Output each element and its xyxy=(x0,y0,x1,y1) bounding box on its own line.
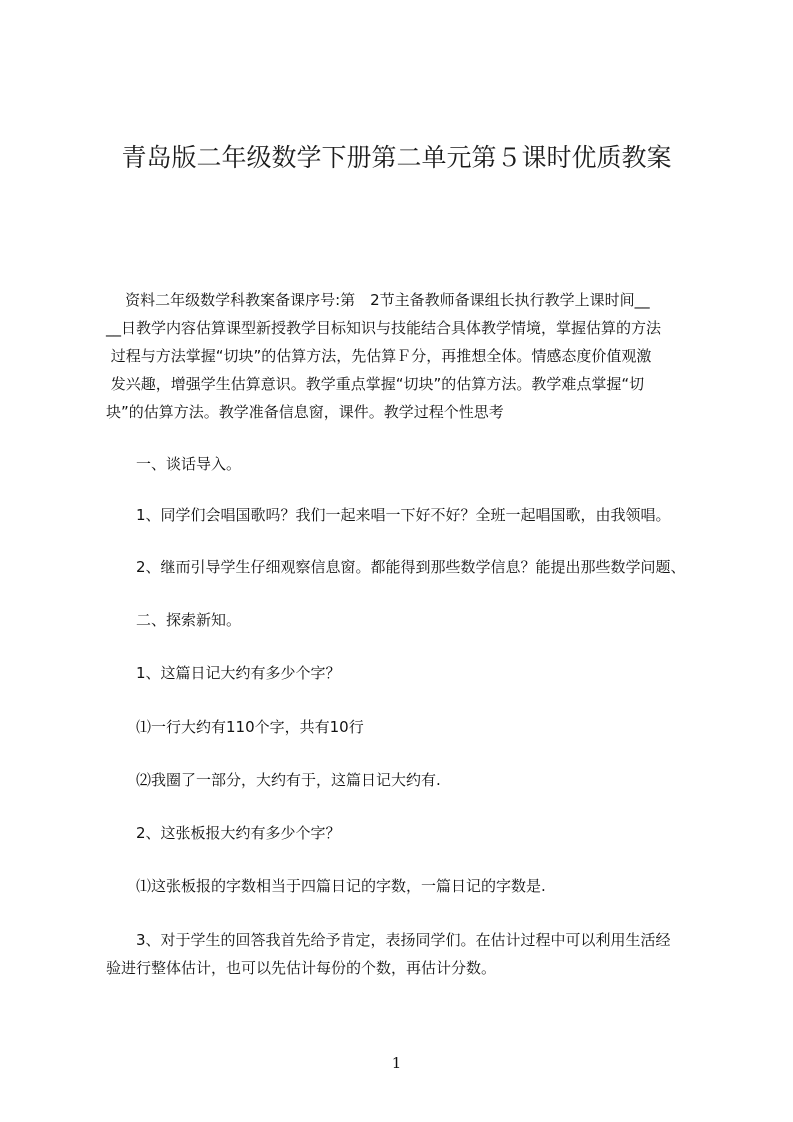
intro-line: 发兴趣，增强学生估算意识。教学重点掌握“切块”的估算方法。教学难点掌握“切 xyxy=(106,375,645,393)
page-number: 1 xyxy=(391,1054,402,1072)
page-title: 青岛版二年级数学下册第二单元第５课时优质教案 xyxy=(121,143,672,172)
intro-line: __日教学内容估算课型新授教学目标知识与技能结合具体教学情境，掌握估算的方法 xyxy=(106,319,662,337)
body-line: 1、同学们会唱国歌吗？我们一起来唱一下好不好？全班一起唱国歌，由我领唱。 xyxy=(136,506,671,524)
body-line: 2、这张板报大约有多少个字？ xyxy=(136,824,341,842)
section-heading-intro: 一、谈话导入。 xyxy=(136,455,242,473)
body-line: 1、这篇日记大约有多少个字？ xyxy=(136,664,341,682)
section-heading-explore: 二、探索新知。 xyxy=(136,611,242,629)
body-line: 3、对于学生的回答我首先给予肯定，表扬同学们。在估计过程中可以利用生活经 xyxy=(136,931,671,949)
body-line: ⑴这张板报的字数相当于四篇日记的字数，一篇日记的字数是. xyxy=(136,877,546,895)
intro-line: 资料二年级数学科教案备课序号:第 2节主备教师备课组长执行教学上课时间__ xyxy=(106,291,650,309)
intro-paragraph xyxy=(106,286,706,426)
body-line: ⑴一行大约有110个字，共有10行 xyxy=(136,718,364,736)
body-line: 验进行整体估计，也可以先估计每份的个数，再估计分数。 xyxy=(106,959,497,977)
body-line: 2、继而引导学生仔细观察信息窗。都能得到那些数学信息？能提出那些数学问题、 xyxy=(136,558,686,576)
body-line: ⑵我圈了一部分，大约有于，这篇日记大约有. xyxy=(136,771,441,789)
intro-line: 过程与方法掌握“切块”的估算方法，先估算Ｆ分，再推想全体。情感态度价值观激 xyxy=(106,347,652,365)
intro-line: 块”的估算方法。教学准备信息窗，课件。教学过程个性思考 xyxy=(106,403,504,421)
